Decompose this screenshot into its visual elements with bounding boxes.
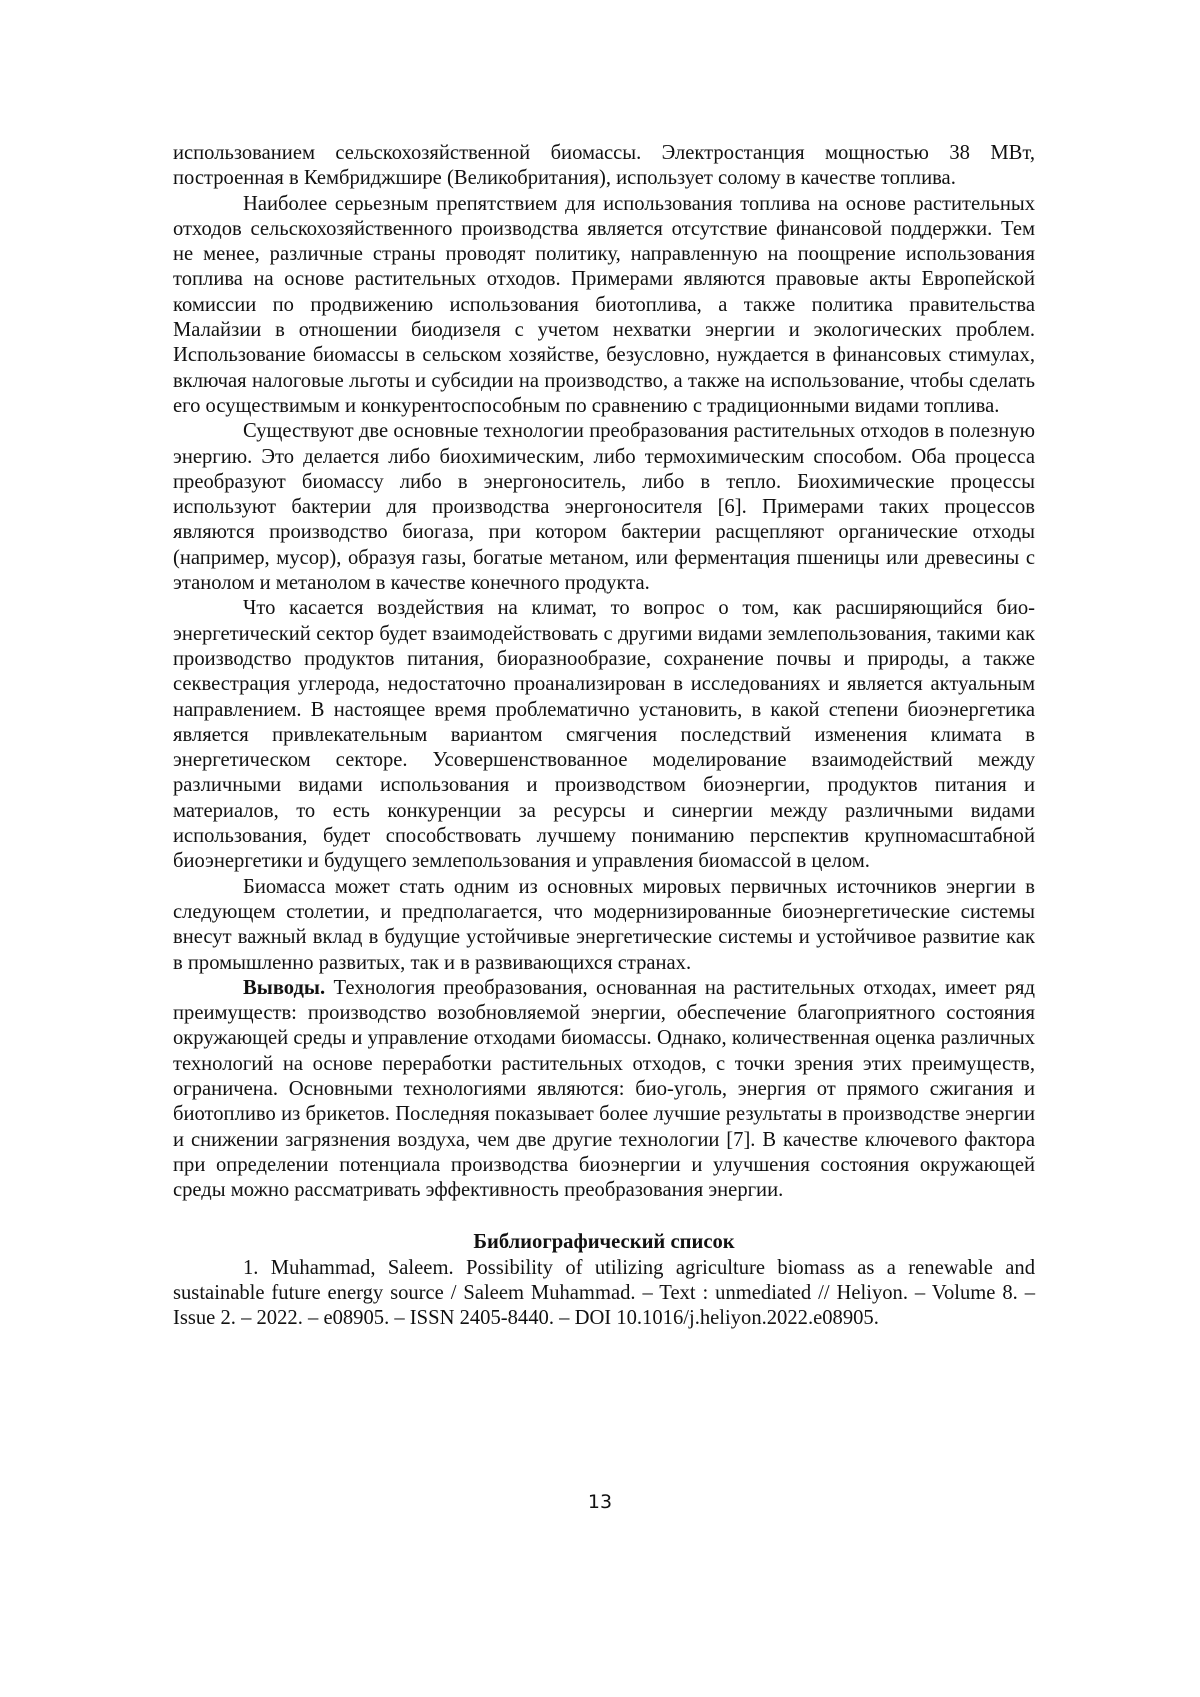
paragraph-5-text: Биомасса может стать одним из основных мировых первичных источников энергии в следующем столетии, и предполагается, что модернизированные биоэнергетические системы внесут важный вклад в будущие устойчивые энергетические системы и устойчивое развитие как в промышленно развитых, так и в развивающихся странах.: [173, 875, 1035, 974]
page-number: 13: [587, 1491, 613, 1513]
paragraph-5: [173, 875, 1035, 976]
bibliography-title: Библиографический список: [473, 1231, 735, 1254]
conclusions-paragraph: [173, 976, 1035, 1204]
paragraph-2: [173, 192, 1035, 420]
paragraph-1-text: использованием сельскохозяйственной биомассы. Электростанция мощностью 38 МВт, построенная в Кембриджшире (Великобритания), использует солому в качестве топлива.: [173, 142, 1035, 190]
paragraph-1: [173, 141, 1035, 192]
conclusions-heading: Выводы.: [243, 976, 326, 999]
reference-item: [173, 1256, 1035, 1332]
page-content: [173, 141, 1035, 1332]
paragraph-3: [173, 419, 1035, 596]
paragraph-4: [173, 596, 1035, 874]
paragraph-3-text: Существуют две основные технологии преобразования растительных отходов в полезную энергию. Это делается либо биохимическим, либо термохимическим способом. Оба процесса преобразуют биомассу либо в энергоноситель, либо в тепло. Биохимические процессы используют бактерии для производства энергоносителя [6]. Примерами таких процессов являются производство биогаза, при котором бактерии расщепляют органические отходы (например, мусор), образуя газы, богатые метаном, или ферментация пшеницы или древесины с этанолом и метанолом в качестве конечного продукта.: [173, 420, 1035, 595]
conclusions-text: Технология преобразования, основанная на растительных отходах, имеет ряд преимуществ: производство возобновляемой энергии, обеспечение благоприятного состояния окружающей среды и управление отходами биомассы. Однако, количественная оценка различных технологий на основе переработки растительных отходов, с точки зрения этих преимуществ, ограничена. Основными технологиями являются: био-уголь, энергия от прямого сжигания и биотопливо из брикетов. Последняя показывает более лучшие результаты в производстве энергии и снижении загрязнения воздуха, чем две другие технологии [7]. В качестве ключевого фактора при определении потенциала производства биоэнергии и улучшения состояния окружающей среды можно рассматривать эффективность преобразования энергии.: [173, 976, 1035, 1202]
paragraph-4-text: Что касается воздействия на климат, то вопрос о том, как расширяющийся биоэнергетический сектор будет взаимодействовать с другими видами землепользования, такими как производство продуктов питания, биоразнообразие, сохранение почвы и природы, а также секвестрация углерода, недостаточно проанализирован в исследованиях и является актуальным направлением. В настоящее время проблематично установить, в какой степени биоэнергетика является привлекательным вариантом смягчения последствий изменения климата в энергетическом секторе. Усовершенствованное моделирование взаимодействий между различными видами использования и производством биоэнергии, продуктов питания и материалов, то есть конкуренции за ресурсы и синергии между различными видами использования, будет способствовать лучшему пониманию перспектив крупномасштабной биоэнергетики и будущего землепользования и управления биомассой в целом.: [173, 597, 1035, 873]
paragraph-2-text: Наиболее серьезным препятствием для использования топлива на основе растительных отходов сельскохозяйственного производства является отсутствие финансовой поддержки. Тем не менее, различные страны проводят политику, направленную на поощрение использования топлива на основе растительных отходов. Примерами являются правовые акты Европейской комиссии по продвижению использования биотоплива, а также политика правительства Малайзии в отношении биодизеля с учетом нехватки энергии и экологических проблем. Использование биомассы в сельском хозяйстве, безусловно, нуждается в финансовых стимулах, включая налоговые льготы и субсидии на производство, а также на использование, чтобы сделать его осуществимым и конкурентоспособным по сравнению с традиционными видами топлива.: [173, 192, 1035, 417]
reference-item-text: 1. Muhammad, Saleem. Possibility of utilizing agriculture biomass as a renewable and sustainable future energy source / Saleem Muhammad. – Text : unmediated // Heliyon. – Volume 8. – Issue 2. – 2022. – e08905. – ISSN 2405-8440. – DOI 10.1016/j.heliyon.2022.e08905.: [173, 1256, 1035, 1330]
